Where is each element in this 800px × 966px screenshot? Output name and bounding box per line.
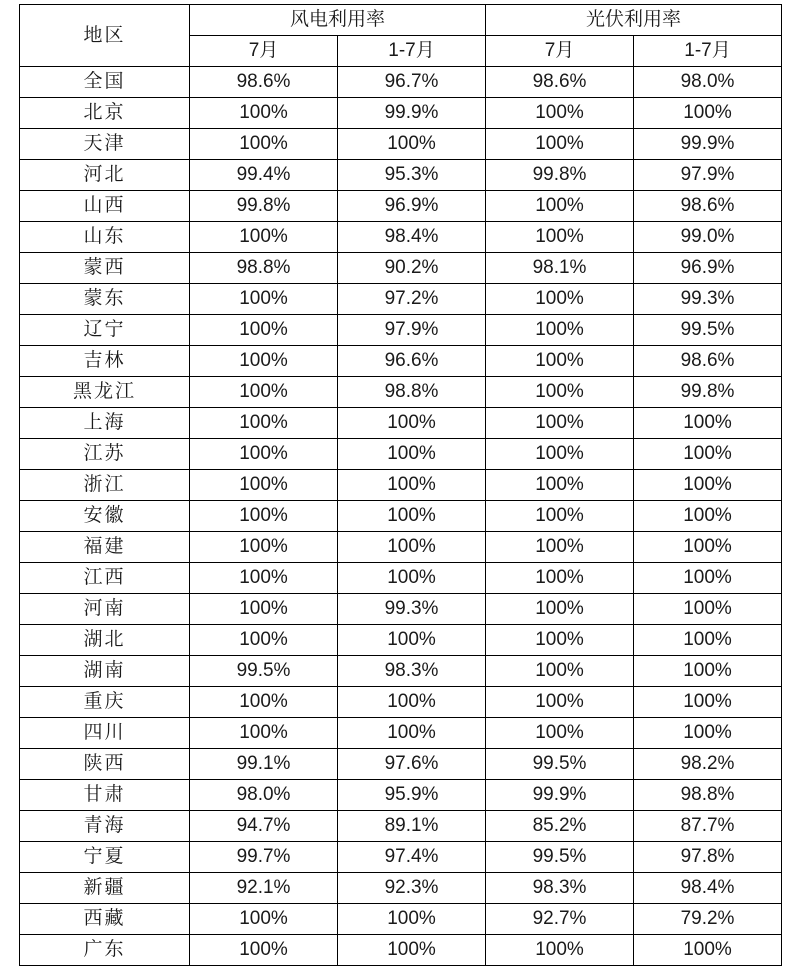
row-region-label: 江西 <box>20 563 190 594</box>
document-page <box>0 4 800 960</box>
row-value-cell: 100% <box>338 129 486 160</box>
row-value-cell: 100% <box>338 904 486 935</box>
row-value-cell: 87.7% <box>634 811 782 842</box>
row-value-cell: 99.5% <box>486 749 634 780</box>
row-value-cell: 100% <box>338 625 486 656</box>
row-value-cell: 99.8% <box>486 160 634 191</box>
header-group-wind: 风电利用率 <box>190 5 486 36</box>
row-value-cell: 98.6% <box>486 67 634 98</box>
table-row <box>20 346 782 377</box>
row-value-cell: 100% <box>190 594 338 625</box>
row-value-cell: 100% <box>338 687 486 718</box>
row-region-label: 安徽 <box>20 501 190 532</box>
table-row <box>20 811 782 842</box>
row-value-cell: 100% <box>634 439 782 470</box>
row-value-cell: 100% <box>634 408 782 439</box>
row-value-cell: 100% <box>634 656 782 687</box>
table-row <box>20 191 782 222</box>
row-value-cell: 100% <box>486 98 634 129</box>
row-value-cell: 100% <box>190 532 338 563</box>
table-row <box>20 935 782 966</box>
row-region-label: 湖南 <box>20 656 190 687</box>
row-value-cell: 98.6% <box>190 67 338 98</box>
table-row <box>20 625 782 656</box>
row-value-cell: 92.7% <box>486 904 634 935</box>
table-row <box>20 873 782 904</box>
table-row <box>20 67 782 98</box>
row-region-label: 吉林 <box>20 346 190 377</box>
table-row <box>20 501 782 532</box>
row-region-label: 河南 <box>20 594 190 625</box>
row-value-cell: 98.6% <box>634 191 782 222</box>
row-value-cell: 96.9% <box>338 191 486 222</box>
row-value-cell: 90.2% <box>338 253 486 284</box>
row-value-cell: 99.0% <box>634 222 782 253</box>
row-value-cell: 100% <box>486 656 634 687</box>
row-value-cell: 100% <box>190 315 338 346</box>
row-region-label: 辽宁 <box>20 315 190 346</box>
row-value-cell: 98.0% <box>634 67 782 98</box>
row-value-cell: 98.3% <box>486 873 634 904</box>
row-value-cell: 100% <box>338 408 486 439</box>
row-value-cell: 100% <box>486 346 634 377</box>
row-region-label: 全国 <box>20 67 190 98</box>
row-value-cell: 99.5% <box>190 656 338 687</box>
row-value-cell: 100% <box>486 377 634 408</box>
table-row <box>20 563 782 594</box>
row-value-cell: 100% <box>190 935 338 966</box>
header-wind-jan-july: 1-7月 <box>338 36 486 67</box>
table-row <box>20 470 782 501</box>
row-value-cell: 100% <box>190 470 338 501</box>
row-value-cell: 96.6% <box>338 346 486 377</box>
row-value-cell: 100% <box>486 687 634 718</box>
row-value-cell: 100% <box>190 563 338 594</box>
row-region-label: 蒙西 <box>20 253 190 284</box>
row-value-cell: 98.0% <box>190 780 338 811</box>
row-region-label: 江苏 <box>20 439 190 470</box>
row-region-label: 河北 <box>20 160 190 191</box>
row-value-cell: 100% <box>190 625 338 656</box>
row-value-cell: 100% <box>190 284 338 315</box>
row-region-label: 福建 <box>20 532 190 563</box>
row-value-cell: 100% <box>486 191 634 222</box>
header-wind-july: 7月 <box>190 36 338 67</box>
row-value-cell: 100% <box>634 625 782 656</box>
row-value-cell: 100% <box>190 501 338 532</box>
row-value-cell: 99.5% <box>634 315 782 346</box>
row-value-cell: 100% <box>634 470 782 501</box>
utilization-rate-table <box>19 4 782 966</box>
row-value-cell: 97.6% <box>338 749 486 780</box>
row-value-cell: 100% <box>486 501 634 532</box>
row-value-cell: 100% <box>634 98 782 129</box>
row-region-label: 北京 <box>20 98 190 129</box>
row-region-label: 广东 <box>20 935 190 966</box>
row-value-cell: 99.1% <box>190 749 338 780</box>
row-value-cell: 94.7% <box>190 811 338 842</box>
row-region-label: 湖北 <box>20 625 190 656</box>
row-region-label: 甘肃 <box>20 780 190 811</box>
row-value-cell: 100% <box>486 935 634 966</box>
row-value-cell: 100% <box>338 439 486 470</box>
row-value-cell: 99.8% <box>634 377 782 408</box>
row-value-cell: 92.1% <box>190 873 338 904</box>
row-value-cell: 100% <box>190 129 338 160</box>
row-value-cell: 100% <box>634 718 782 749</box>
row-value-cell: 98.6% <box>634 346 782 377</box>
table-header-row-groups <box>20 5 782 36</box>
table-header <box>20 5 782 67</box>
row-region-label: 青海 <box>20 811 190 842</box>
row-value-cell: 100% <box>634 532 782 563</box>
row-region-label: 黑龙江 <box>20 377 190 408</box>
table-body <box>20 67 782 966</box>
row-value-cell: 95.9% <box>338 780 486 811</box>
row-value-cell: 98.3% <box>338 656 486 687</box>
table-row <box>20 284 782 315</box>
row-value-cell: 100% <box>338 470 486 501</box>
table-row <box>20 98 782 129</box>
row-value-cell: 85.2% <box>486 811 634 842</box>
row-value-cell: 100% <box>634 687 782 718</box>
row-value-cell: 97.9% <box>634 160 782 191</box>
row-value-cell: 95.3% <box>338 160 486 191</box>
row-value-cell: 99.3% <box>338 594 486 625</box>
row-value-cell: 100% <box>338 532 486 563</box>
table-row <box>20 749 782 780</box>
row-value-cell: 98.4% <box>338 222 486 253</box>
row-value-cell: 98.8% <box>190 253 338 284</box>
row-value-cell: 98.1% <box>486 253 634 284</box>
row-region-label: 四川 <box>20 718 190 749</box>
row-value-cell: 100% <box>190 408 338 439</box>
row-region-label: 上海 <box>20 408 190 439</box>
row-value-cell: 89.1% <box>338 811 486 842</box>
row-value-cell: 98.8% <box>634 780 782 811</box>
row-value-cell: 96.7% <box>338 67 486 98</box>
row-value-cell: 100% <box>634 563 782 594</box>
header-region: 地区 <box>20 5 190 67</box>
table-row <box>20 687 782 718</box>
row-value-cell: 100% <box>486 532 634 563</box>
row-region-label: 浙江 <box>20 470 190 501</box>
row-value-cell: 100% <box>338 501 486 532</box>
row-value-cell: 100% <box>190 346 338 377</box>
row-value-cell: 98.4% <box>634 873 782 904</box>
row-region-label: 山西 <box>20 191 190 222</box>
row-value-cell: 100% <box>486 625 634 656</box>
header-solar-july: 7月 <box>486 36 634 67</box>
table-row <box>20 377 782 408</box>
row-region-label: 新疆 <box>20 873 190 904</box>
row-value-cell: 100% <box>486 129 634 160</box>
row-value-cell: 100% <box>634 935 782 966</box>
row-value-cell: 97.8% <box>634 842 782 873</box>
row-value-cell: 99.5% <box>486 842 634 873</box>
table-row <box>20 904 782 935</box>
row-value-cell: 100% <box>190 687 338 718</box>
row-value-cell: 79.2% <box>634 904 782 935</box>
row-value-cell: 100% <box>190 718 338 749</box>
row-region-label: 天津 <box>20 129 190 160</box>
row-value-cell: 100% <box>486 222 634 253</box>
table-row <box>20 439 782 470</box>
row-region-label: 宁夏 <box>20 842 190 873</box>
row-value-cell: 97.2% <box>338 284 486 315</box>
row-value-cell: 100% <box>634 594 782 625</box>
row-value-cell: 99.8% <box>190 191 338 222</box>
row-region-label: 山东 <box>20 222 190 253</box>
row-value-cell: 99.3% <box>634 284 782 315</box>
row-value-cell: 100% <box>486 594 634 625</box>
table-row <box>20 780 782 811</box>
row-value-cell: 100% <box>190 98 338 129</box>
row-value-cell: 100% <box>486 439 634 470</box>
table-row <box>20 253 782 284</box>
row-value-cell: 100% <box>190 439 338 470</box>
row-value-cell: 100% <box>190 904 338 935</box>
row-value-cell: 100% <box>190 377 338 408</box>
row-value-cell: 97.4% <box>338 842 486 873</box>
row-value-cell: 98.2% <box>634 749 782 780</box>
table-row <box>20 842 782 873</box>
row-value-cell: 92.3% <box>338 873 486 904</box>
row-value-cell: 100% <box>338 563 486 594</box>
table-row <box>20 718 782 749</box>
row-region-label: 陕西 <box>20 749 190 780</box>
row-value-cell: 100% <box>338 718 486 749</box>
header-solar-jan-july: 1-7月 <box>634 36 782 67</box>
row-value-cell: 100% <box>486 563 634 594</box>
row-value-cell: 100% <box>486 315 634 346</box>
table-row <box>20 656 782 687</box>
row-value-cell: 97.9% <box>338 315 486 346</box>
row-region-label: 蒙东 <box>20 284 190 315</box>
row-value-cell: 100% <box>190 222 338 253</box>
row-value-cell: 96.9% <box>634 253 782 284</box>
row-value-cell: 100% <box>634 501 782 532</box>
table-row <box>20 222 782 253</box>
table-row <box>20 594 782 625</box>
table-row <box>20 129 782 160</box>
row-value-cell: 99.7% <box>190 842 338 873</box>
table-row <box>20 160 782 191</box>
row-region-label: 重庆 <box>20 687 190 718</box>
row-value-cell: 100% <box>486 408 634 439</box>
header-group-solar: 光伏利用率 <box>486 5 782 36</box>
row-value-cell: 99.9% <box>486 780 634 811</box>
row-value-cell: 100% <box>338 935 486 966</box>
row-value-cell: 100% <box>486 470 634 501</box>
table-row <box>20 408 782 439</box>
row-value-cell: 100% <box>486 284 634 315</box>
row-value-cell: 100% <box>486 718 634 749</box>
row-value-cell: 99.4% <box>190 160 338 191</box>
row-value-cell: 98.8% <box>338 377 486 408</box>
row-value-cell: 99.9% <box>338 98 486 129</box>
row-value-cell: 99.9% <box>634 129 782 160</box>
table-row <box>20 532 782 563</box>
table-row <box>20 315 782 346</box>
row-region-label: 西藏 <box>20 904 190 935</box>
